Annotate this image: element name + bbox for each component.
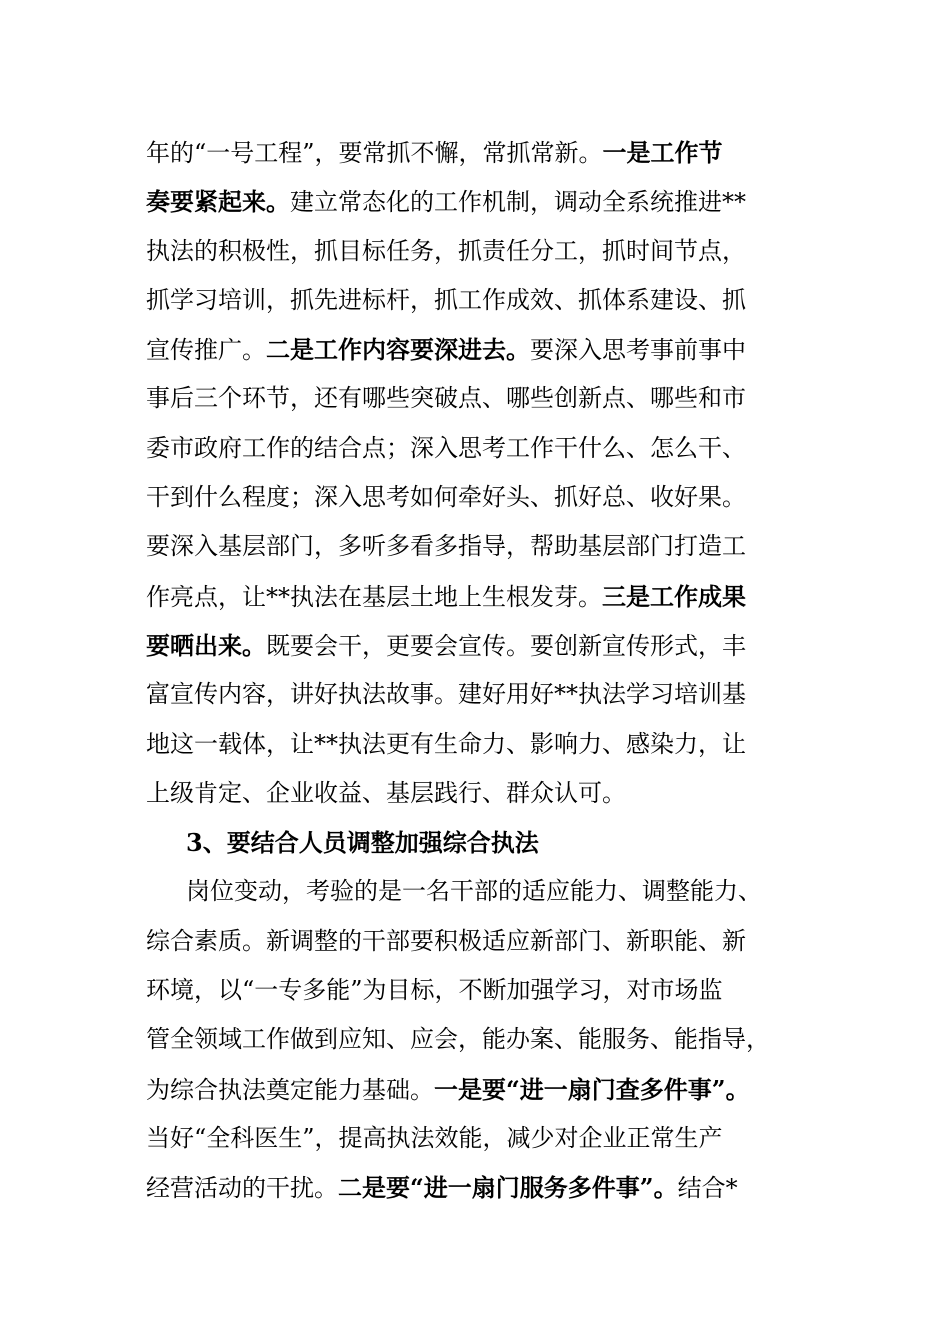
text-segment: 执法的积极性，抓目标任务，抓责任分工，抓时间节点， bbox=[146, 236, 746, 265]
text-segment: 结合* bbox=[677, 1174, 738, 1203]
text-segment: 要深入思考事前事中 bbox=[530, 336, 746, 365]
text-segment: 事后三个环节，还有哪些突破点、哪些创新点、哪些和市 bbox=[146, 384, 746, 413]
bold-phrase: 要晒出来。 bbox=[146, 630, 266, 660]
section-heading bbox=[146, 818, 806, 867]
text-segment: 当好“全科医生”，提高执法效能，减少对企业正常生产 bbox=[146, 1123, 723, 1152]
text-line bbox=[146, 720, 806, 769]
bold-phrase: 三是工作成果 bbox=[602, 581, 746, 611]
bold-phrase: 一是要“进一扇门查多件事”。 bbox=[434, 1074, 750, 1104]
text-line bbox=[146, 917, 806, 966]
bold-phrase: 二是要“进一扇门服务多件事”。 bbox=[338, 1173, 678, 1203]
text-line bbox=[146, 374, 806, 423]
text-line bbox=[146, 227, 806, 276]
text-segment: 管全领域工作做到应知、应会，能办案、能服务、能指导， bbox=[146, 1025, 770, 1054]
text-line bbox=[146, 769, 806, 818]
text-segment: 上级肯定、企业收益、基层践行、群众认可。 bbox=[146, 778, 626, 807]
text-line bbox=[146, 1065, 806, 1114]
text-line bbox=[146, 572, 806, 621]
text-line bbox=[146, 1114, 806, 1163]
bold-phrase: 一是工作节 bbox=[602, 138, 723, 167]
text-line bbox=[146, 1015, 806, 1064]
text-segment: 为综合执法奠定能力基础。 bbox=[146, 1075, 434, 1104]
text-line bbox=[146, 621, 806, 670]
text-line bbox=[146, 670, 806, 719]
text-segment: 抓学习培训，抓先进标杆，抓工作成效、抓体系建设、抓 bbox=[146, 285, 746, 314]
text-line bbox=[146, 128, 806, 177]
bold-phrase: 3、要结合人员调整加强综合执法 bbox=[186, 828, 539, 858]
text-segment: 岗位变动，考验的是一名干部的适应能力、调整能力、 bbox=[186, 877, 762, 906]
text-line bbox=[146, 473, 806, 522]
text-segment: 作亮点，让**执法在基层土地上生根发芽。 bbox=[146, 582, 602, 611]
text-line bbox=[146, 1163, 806, 1212]
text-segment: 综合素质。新调整的干部要积极适应新部门、新职能、新 bbox=[146, 926, 746, 955]
text-line bbox=[146, 276, 806, 325]
text-segment: 环境，以“一专多能”为目标，不断加强学习，对市场监 bbox=[146, 976, 723, 1005]
text-segment: 既要会干，更要会宣传。要创新宣传形式，丰 bbox=[266, 631, 746, 660]
text-segment: 干到什么程度；深入思考如何牵好头、抓好总、收好果。 bbox=[146, 483, 746, 512]
text-segment: 富宣传内容，讲好执法故事。建好用好**执法学习培训基 bbox=[146, 680, 746, 709]
bold-phrase: 二是工作内容要深进去。 bbox=[266, 335, 530, 365]
text-segment: 经营活动的干扰。 bbox=[146, 1174, 338, 1203]
text-line bbox=[146, 966, 806, 1015]
text-segment: 年的“一号工程”，要常抓不懈，常抓常新。 bbox=[146, 139, 603, 167]
text-line bbox=[146, 325, 806, 374]
text-segment: 地这一载体，让**执法更有生命力、影响力、感染力，让 bbox=[146, 729, 746, 758]
text-line bbox=[146, 522, 806, 571]
text-segment: 委市政府工作的结合点；深入思考工作干什么、怎么干、 bbox=[146, 433, 746, 462]
text-line bbox=[146, 867, 806, 916]
bold-phrase: 奏要紧起来。 bbox=[146, 187, 290, 217]
text-line bbox=[146, 424, 806, 473]
text-line bbox=[146, 177, 806, 226]
text-segment: 建立常态化的工作机制，调动全系统推进** bbox=[290, 188, 746, 217]
text-segment: 要深入基层部门，多听多看多指导，帮助基层部门打造工 bbox=[146, 532, 746, 561]
document-body bbox=[146, 128, 806, 1213]
text-segment: 宣传推广。 bbox=[146, 336, 266, 365]
